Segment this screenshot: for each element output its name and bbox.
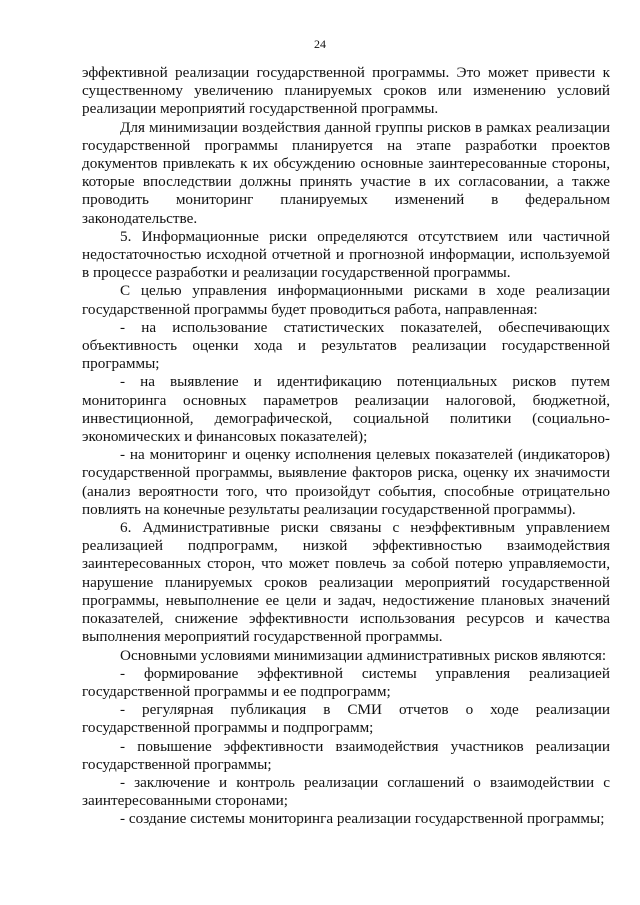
list-item: - создание системы мониторинга реализации государственной программы; — [120, 810, 605, 828]
paragraph-information-risks: 5. Информационные риски определяются отсутствием или частичной недостаточностью исходной отчетной и прогнозной информации, используемой в процессе разработки и реализации государственной программы. — [82, 227, 610, 282]
list-item: - регулярная публикация в СМИ отчетов о ходе реализации государственной программы и подпрограмм; — [82, 701, 610, 737]
paragraph-risk-minimization: Для минимизации воздействия данной группы рисков в рамках реализации государственной программы планируется на этапе разработки проектов документов привлекать к их обсуждению основные заинтересованные стороны, которые впоследствии должны принять участие в их согласовании, а также проводить мониторинг планируемых изменений в федеральном законодательстве. — [82, 118, 610, 227]
list-item: - на мониторинг и оценку исполнения целевых показателей (индикаторов) государственной программы, выявление факторов риска, оценку их значимости (анализ вероятности того, что произойдут события, способные отрицательно повлиять на конечные результаты реализации государственной программы). — [82, 446, 610, 518]
document-body — [82, 64, 610, 829]
page-number: 24 — [314, 37, 326, 51]
paragraph-administrative-risks: 6. Административные риски связаны с неэффективным управлением реализацией подпрограмм, низкой эффективностью взаимодействия заинтересованных сторон, что может повлечь за собой потерю управляемости, нарушение планируемых сроков реализации мероприятий государственной программы, невыполнение ее цели и задач, недостижение плановых значений показателей, снижение эффективности использования ресурсов и качества выполнения мероприятий государственной программы. — [82, 519, 610, 646]
list-item: - заключение и контроль реализации соглашений о взаимодействии с заинтересованными сторонами; — [82, 773, 610, 810]
paragraph-information-risk-management: С целью управления информационными рисками в ходе реализации государственной программы будет проводиться работа, направленная: — [82, 282, 610, 318]
paragraph-continuation: эффективной реализации государственной программы. Это может привести к существенному увеличению планируемых сроков или изменению условий реализации мероприятий государственной программы. — [82, 64, 610, 118]
list-item: - формирование эффективной системы управления реализацией государственной программы и ее подпрограмм; — [82, 664, 610, 700]
list-item: - на использование статистических показателей, обеспечивающих объективность оценки хода и результатов реализации государственной программы; — [82, 318, 610, 373]
list-item: - на выявление и идентификацию потенциальных рисков путем мониторинга основных параметров реализации налоговой, бюджетной, инвестиционной, демографической, социальной политики (социально-экономических и финансовых показателей); — [82, 373, 610, 446]
paragraph-minimization-conditions: Основными условиями минимизации административных рисков являются: — [120, 646, 607, 664]
list-item: - повышение эффективности взаимодействия участников реализации государственной программы; — [82, 737, 610, 773]
